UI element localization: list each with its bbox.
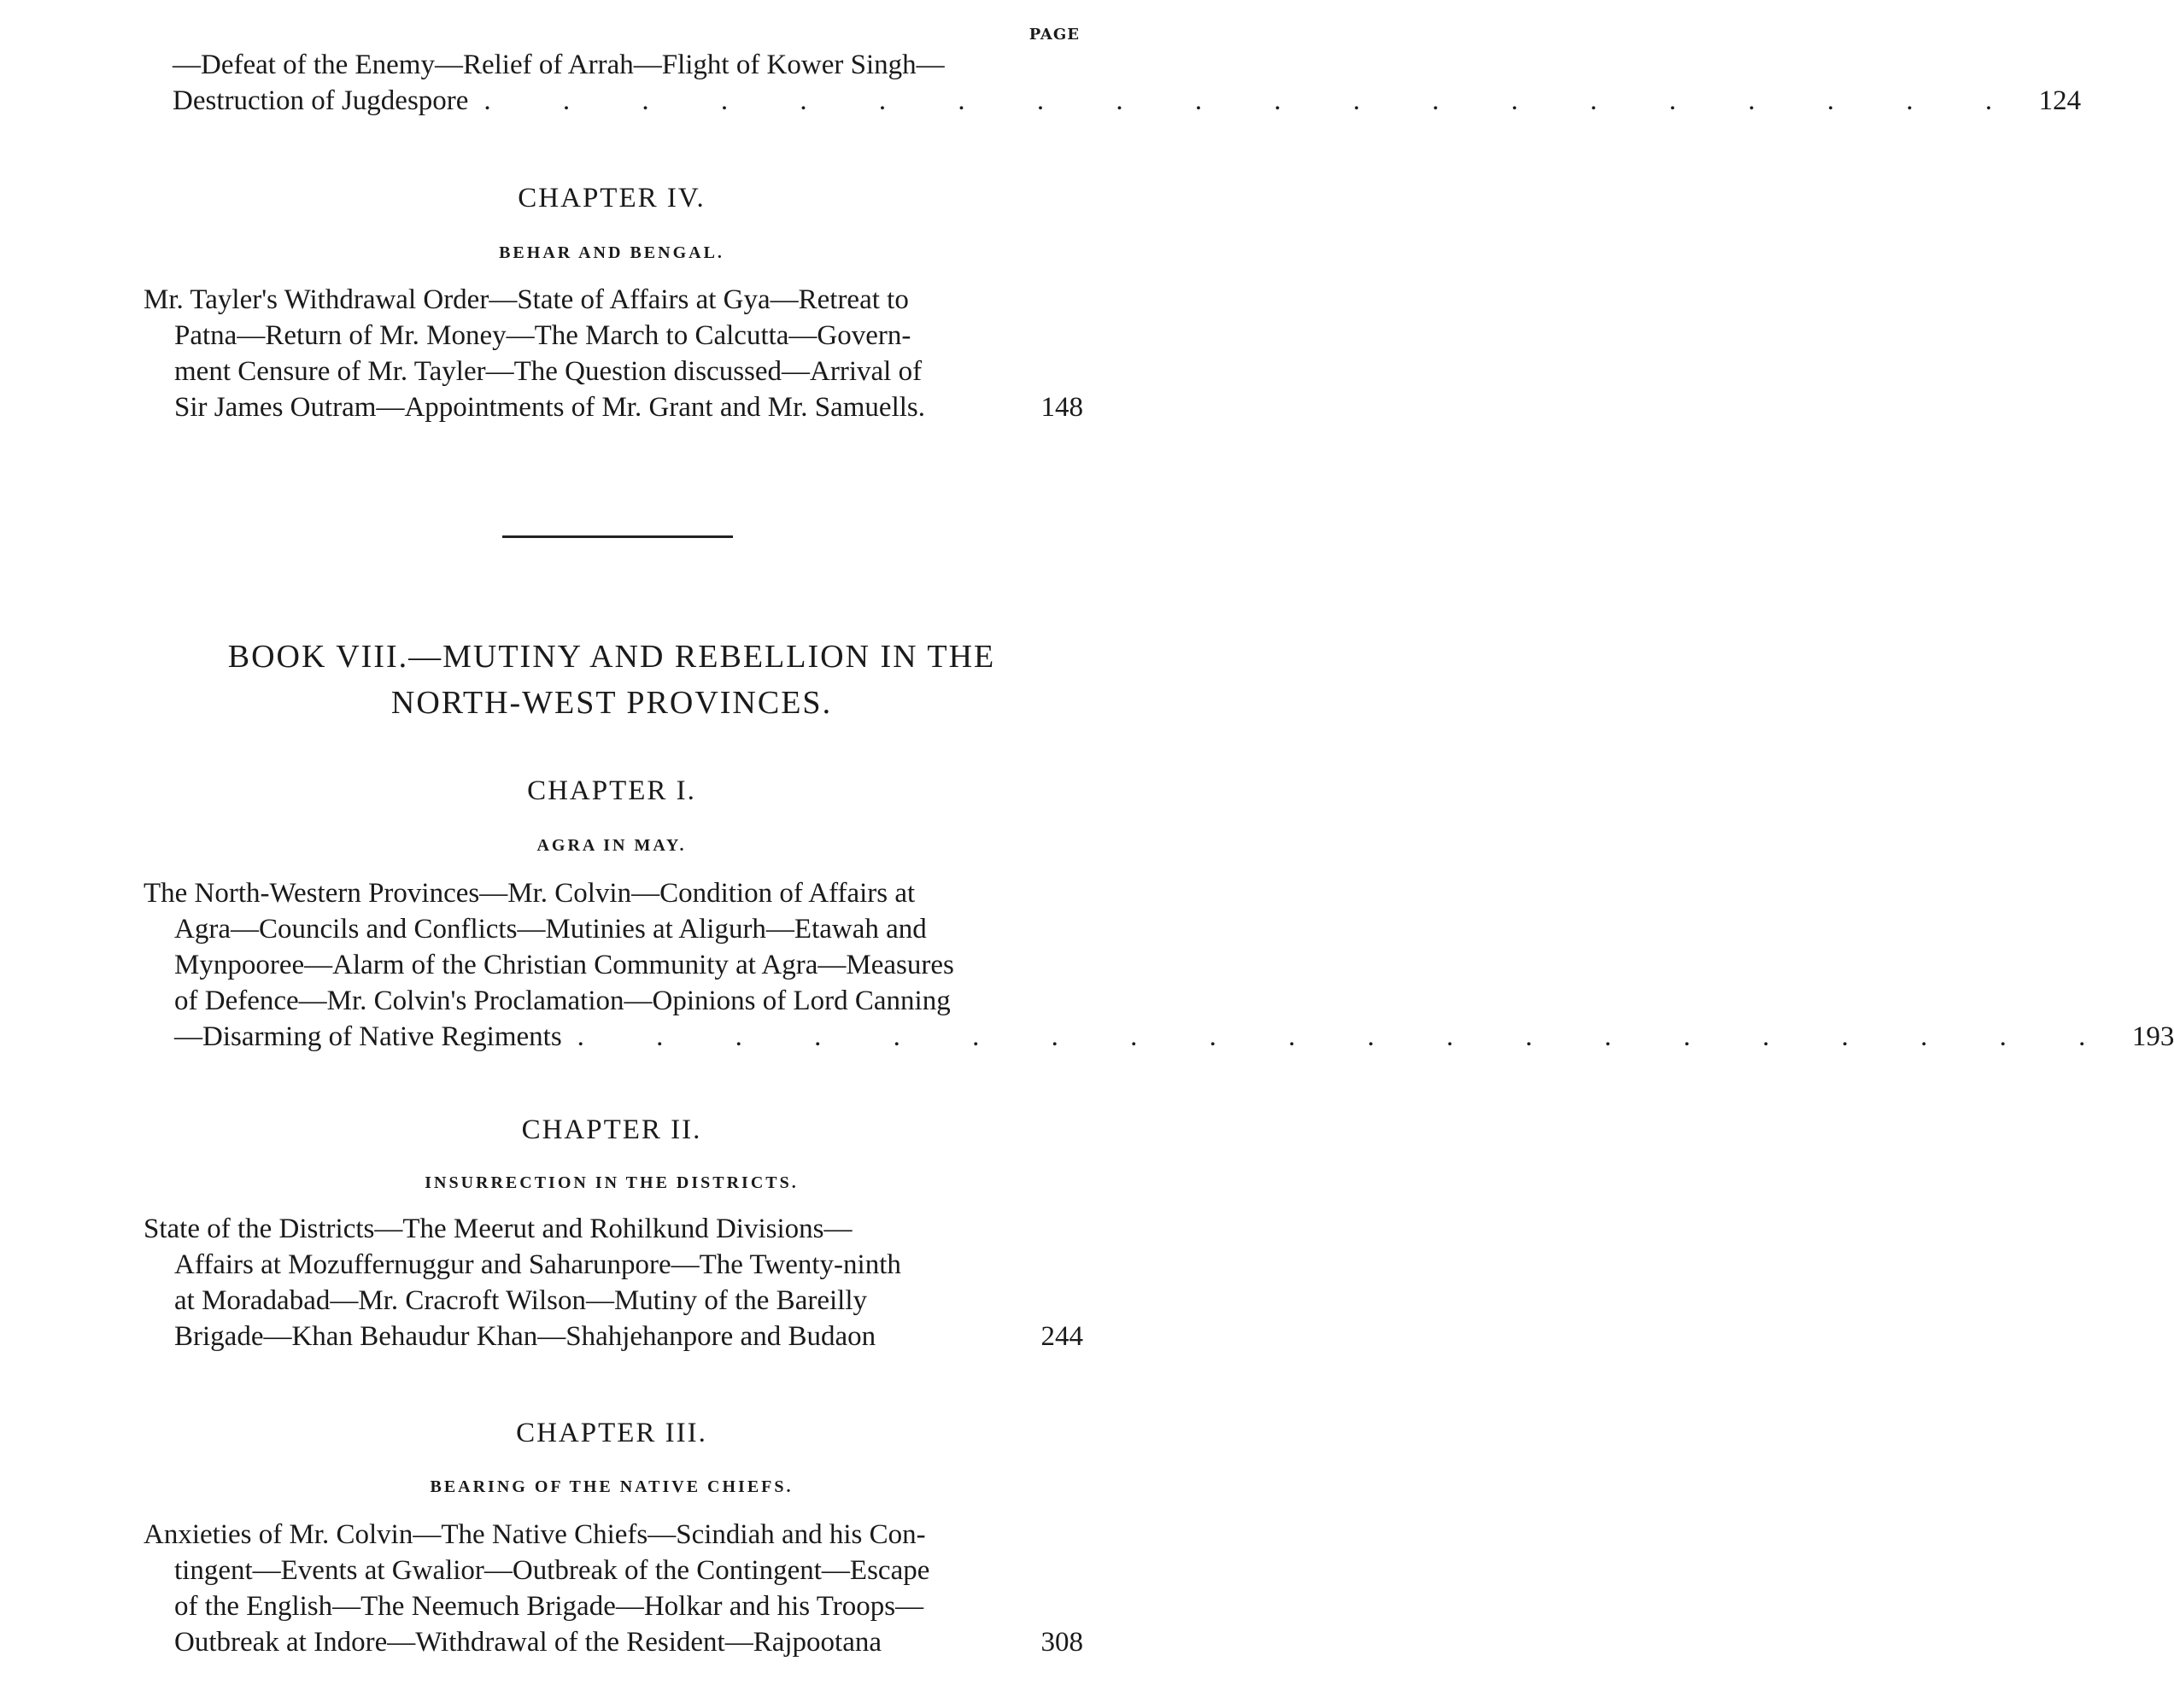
entry-line: State of the Districts—The Meerut and Rohilkund Divisions— (144, 1214, 853, 1244)
toc-entry-chapter-iv (144, 282, 1083, 425)
page-number: 308 (1040, 1627, 1083, 1658)
dot-leader: . . . . . . . . . . . . . . . . . . . . (483, 85, 2025, 116)
chapter-heading: CHAPTER III. (516, 1418, 707, 1448)
chapter-subheading: AGRA IN MAY. (536, 836, 687, 855)
book-heading (0, 634, 1223, 726)
entry-line: —Defeat of the Enemy—Relief of Arrah—Flight of Kower Singh— (173, 50, 945, 80)
chapter-subheading: INSURRECTION IN THE DISTRICTS. (425, 1173, 799, 1192)
entry-last-line (144, 1019, 2174, 1055)
toc-entry-chapter-ii (144, 1211, 1083, 1354)
entry-last-line (144, 83, 2082, 119)
chapter-subheading: BEHAR AND BENGAL. (499, 243, 724, 262)
page-number: 124 (2038, 85, 2082, 116)
chapter-heading: CHAPTER IV. (518, 183, 706, 214)
toc-entry-chapter-i (144, 875, 2174, 1055)
book-heading-line: NORTH-WEST PROVINCES. (390, 685, 833, 721)
chapter-heading: CHAPTER I. (527, 775, 696, 806)
entry-last-line (144, 1319, 1083, 1354)
page-number: 244 (1040, 1321, 1083, 1352)
entry-line: Outbreak at Indore—Withdrawal of the Resident—Rajpootana (174, 1627, 882, 1658)
toc-entry-chapter-iii-continued (144, 47, 2082, 119)
entry-line: tingent—Events at Gwalior—Outbreak of the Contingent—Escape (174, 1555, 930, 1586)
dot-leader: . . . . . . . . . . . . . . . . . . . . (577, 1021, 2118, 1052)
entry-line: Mr. Tayler's Withdrawal Order—State of Affairs at Gya—Retreat to (144, 284, 909, 315)
entry-line: Anxieties of Mr. Colvin—The Native Chiefs—Scindiah and his Con- (144, 1519, 926, 1550)
page-number: 193 (2131, 1021, 2174, 1052)
entry-line: of Defence—Mr. Colvin's Proclamation—Opinions of Lord Canning (174, 986, 951, 1016)
entry-line: at Moradabad—Mr. Cracroft Wilson—Mutiny of the Bareilly (174, 1285, 867, 1316)
entry-line: —Disarming of Native Regiments (174, 1021, 562, 1052)
entry-line: The North-Western Provinces—Mr. Colvin—Condition of Affairs at (144, 878, 916, 909)
entry-line: Sir James Outram—Appointments of Mr. Grant and Mr. Samuells. (174, 392, 925, 423)
entry-line: Brigade—Khan Behaudur Khan—Shahjehanpore and Budaon (174, 1321, 876, 1352)
page-column-label: PAGE (1028, 26, 1080, 44)
entry-last-line (144, 389, 1083, 425)
entry-line: Patna—Return of Mr. Money—The March to Calcutta—Govern- (174, 320, 911, 351)
entry-line: of the English—The Neemuch Brigade—Holkar and his Troops— (174, 1591, 924, 1622)
section-divider (502, 535, 733, 538)
entry-last-line (144, 1624, 1083, 1660)
entry-line: ment Censure of Mr. Tayler—The Question discussed—Arrival of (174, 356, 923, 387)
chapter-heading: CHAPTER II. (521, 1114, 702, 1145)
entry-line: Mynpooree—Alarm of the Christian Community at Agra—Measures (174, 950, 954, 980)
toc-entry-chapter-iii (144, 1517, 1083, 1660)
entry-line: Destruction of Jugdespore (173, 85, 469, 116)
entry-line: Affairs at Mozuffernuggur and Saharunpore—The Twenty-ninth (174, 1249, 901, 1280)
chapter-subheading: BEARING OF THE NATIVE CHIEFS. (430, 1477, 794, 1496)
entry-line: Agra—Councils and Conflicts—Mutinies at Aligurh—Etawah and (174, 914, 927, 945)
book-heading-line: BOOK VIII.—MUTINY AND REBELLION IN THE (227, 639, 996, 675)
page-number: 148 (1040, 392, 1083, 423)
